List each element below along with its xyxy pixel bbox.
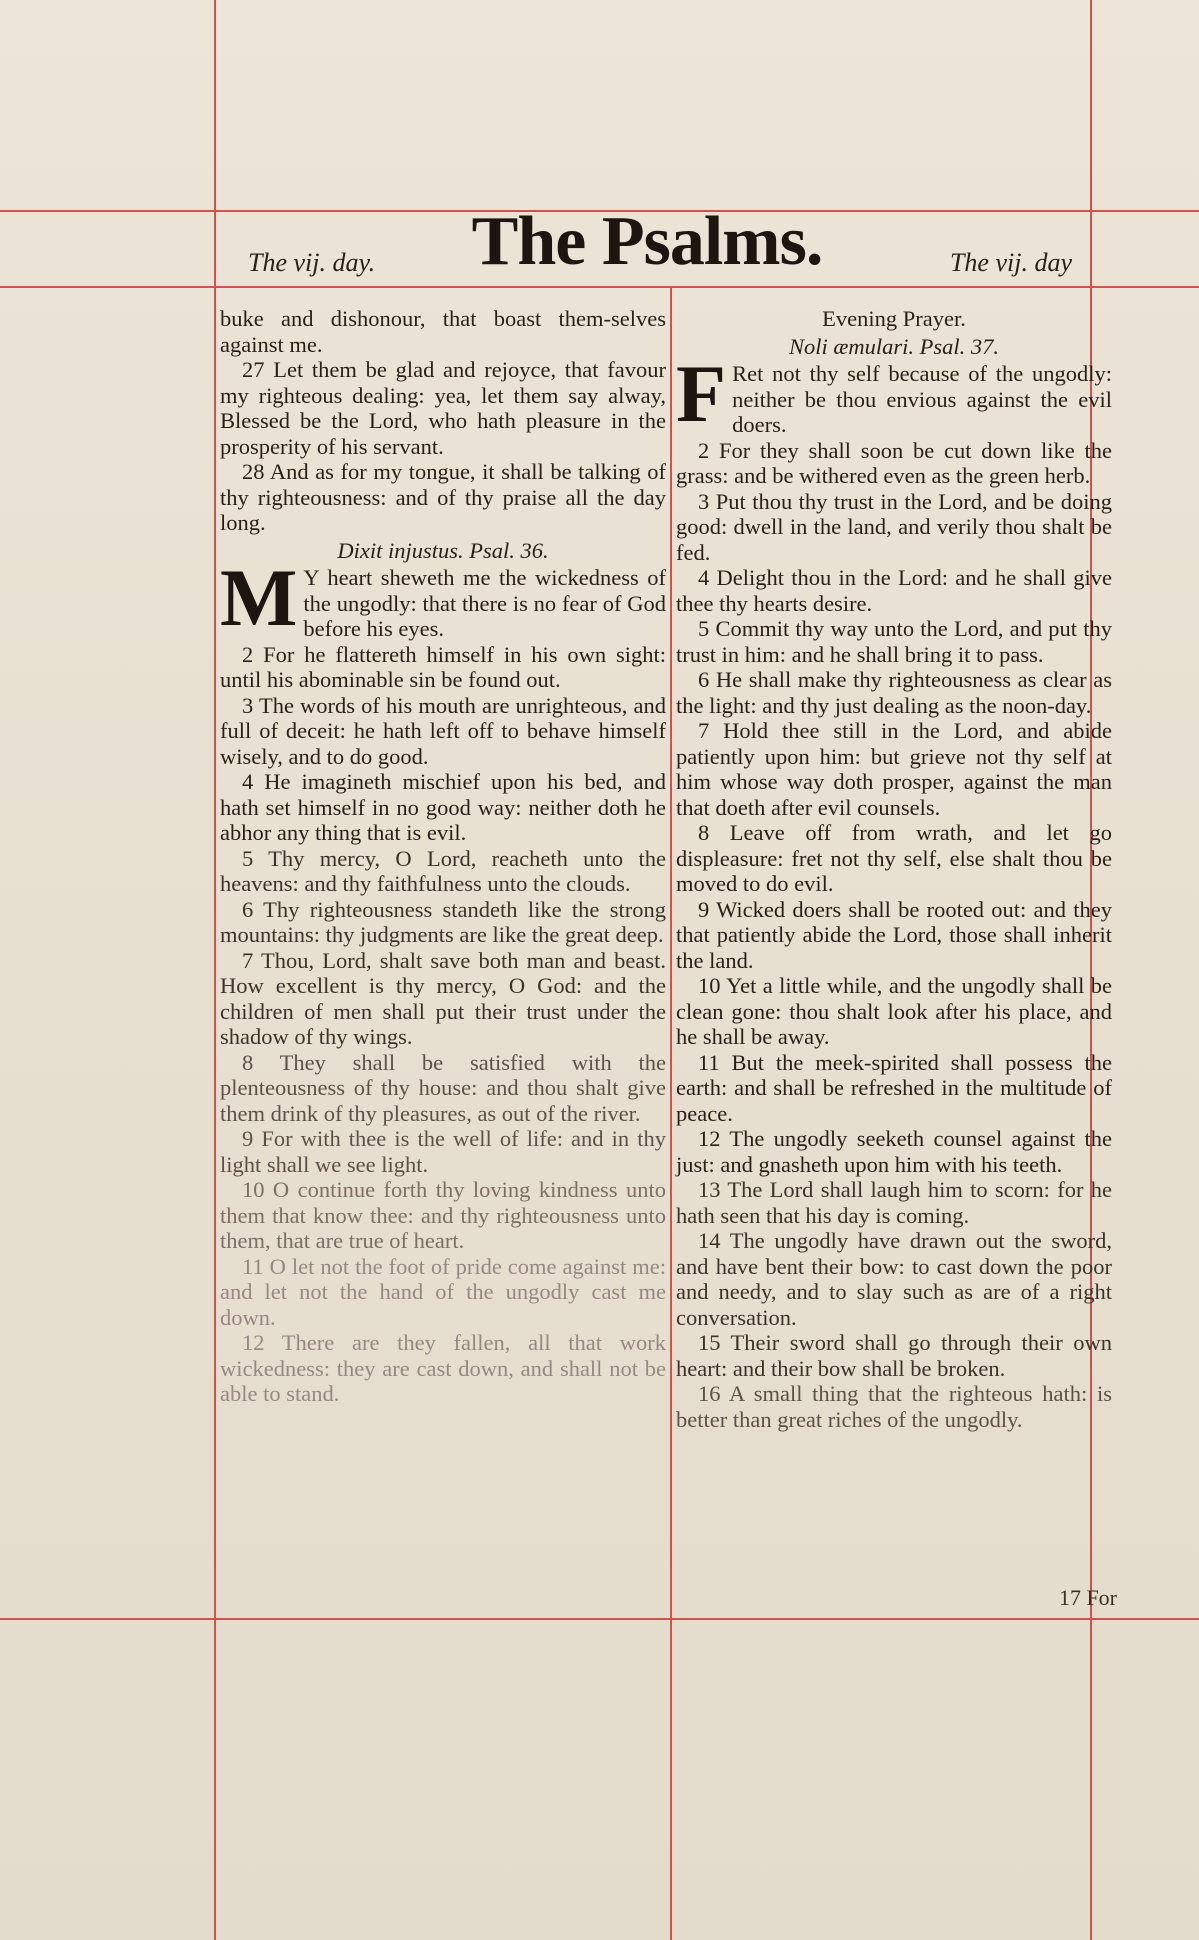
verse-5: 5 Commit thy way unto the Lord, and put thy trust in him: and he shall bring it to pass. — [676, 616, 1112, 667]
verse-5: 5 Thy mercy, O Lord, reacheth unto the heavens: and thy faithfulness unto the clouds. — [220, 845, 666, 896]
verse-28: 28 And as for my tongue, it shall be talking of thy righteousness: and of thy praise all the day long. — [220, 459, 666, 535]
verse-1-text: Ret not thy self because of the ungodly: neither be thou envious against the evil doers. — [732, 361, 1112, 437]
verse-12: 12 The ungodly seeketh counsel against the just: and gnasheth upon him with his teeth. — [676, 1126, 1112, 1177]
verse-13: 13 The Lord shall laugh him to scorn: for he hath seen that his day is coming. — [676, 1177, 1112, 1228]
verse-15: 15 Their sword shall go through their own heart: and their bow shall be broken. — [676, 1330, 1112, 1381]
verse-16: 16 A small thing that the righteous hath: is better than great riches of the ungodly. — [676, 1381, 1112, 1432]
rule-header-bottom — [0, 286, 1199, 288]
running-day-right: The vij. day — [949, 248, 1072, 277]
page-header — [218, 203, 1076, 282]
psalm-37-verse-1 — [676, 348, 1112, 439]
page-title: The Psalms. — [471, 203, 823, 280]
verse-9: 9 Wicked doers shall be rooted out: and they that patiently abide the Lord, those shall inherit the land. — [676, 896, 1112, 973]
verse-2: 2 For they shall soon be cut down like the grass: and be withered even as the green herb. — [676, 437, 1112, 488]
verse-6: 6 He shall make thy righteousness as clear as the light: and thy just dealing as the noon-day. — [676, 667, 1112, 718]
running-day-left: The vij. day. — [248, 248, 376, 277]
drop-cap-m: M — [220, 552, 298, 643]
verse-10: 10 Yet a little while, and the ungodly shall be clean gone: thou shalt look after his place, and he shall be away. — [676, 973, 1112, 1049]
verse-10: 10 O continue forth thy loving kindness unto them that know thee: and thy righteousness unto them, that are true of heart. — [220, 1177, 666, 1253]
rule-bottom — [0, 1618, 1199, 1620]
verse-7: 7 Thou, Lord, shalt save both man and beast. How excellent is thy mercy, O God: and the children of men shall put their trust under the shadow of thy wings. — [220, 947, 666, 1049]
verse-9: 9 For with thee is the well of life: and in thy light shall we see light. — [220, 1126, 666, 1177]
verse-8: 8 They shall be satisfied with the plenteousness of thy house: and thou shalt give them drink of thy pleasures, as out of the river. — [220, 1049, 666, 1126]
verse-27: 27 Let them be glad and rejoyce, that favour my righteous dealing: yea, let them say alway, Blessed be the Lord, who hath pleasure in the prosperity of his servant. — [220, 357, 666, 459]
verse-4: 4 Delight thou in the Lord: and he shall give thee thy hearts desire. — [676, 565, 1112, 616]
left-column — [220, 306, 666, 1407]
psalm-36-verse-1 — [220, 552, 666, 643]
verse-text: buke and dishonour, that boast them-selves against me. — [220, 306, 666, 357]
verse-4: 4 He imagineth mischief upon his bed, and hath set himself in no good way: neither doth he abhor any thing that is evil. — [220, 769, 666, 845]
verse-12: 12 There are they fallen, all that work wickedness: they are cast down, and shall not be able to stand. — [220, 1330, 666, 1406]
psalm-36-heading: Dixit injustus. Psal. 36. — [337, 537, 549, 563]
rule-left — [214, 0, 216, 1940]
right-column — [676, 306, 1112, 1432]
evening-prayer-heading: Evening Prayer. — [822, 306, 966, 331]
verse-11: 11 But the meek-spirited shall possess the earth: and shall be refreshed in the multitude of peace. — [676, 1049, 1112, 1126]
psalm-37-heading: Noli æmulari. Psal. 37. — [788, 333, 1000, 359]
verse-11: 11 O let not the foot of pride come against me: and let not the hand of the ungodly cast me down. — [220, 1253, 666, 1330]
verse-3: 3 The words of his mouth are unrighteous, and full of deceit: he hath left off to behave himself wisely, and to do good. — [220, 692, 666, 769]
drop-cap-f: F — [676, 348, 727, 439]
verse-14: 14 The ungodly have drawn out the sword, and have bent their bow: to cast down the poor and needy, and to slay such as are of a right conversation. — [676, 1228, 1112, 1330]
verse-7: 7 Hold thee still in the Lord, and abide patiently upon him: but grieve not thy self at him whose way doth prosper, against the man that doeth after evil counsels. — [676, 718, 1112, 820]
verse-1-text: Y heart sheweth me the wickedness of the ungodly: that there is no fear of God before his eyes. — [303, 565, 666, 641]
verse-2: 2 For he flattereth himself in his own sight: until his abominable sin be found out. — [220, 641, 666, 692]
rule-center — [670, 286, 672, 1940]
verse-8: 8 Leave off from wrath, and let go displeasure: fret not thy self, else shalt thou be moved to do evil. — [676, 820, 1112, 896]
verse-3: 3 Put thou thy trust in the Lord, and be doing good: dwell in the land, and verily thou shalt be fed. — [676, 488, 1112, 565]
verse-6: 6 Thy righteousness standeth like the strong mountains: thy judgments are like the great deep. — [220, 896, 666, 947]
catchword: 17 For — [1058, 1585, 1117, 1610]
